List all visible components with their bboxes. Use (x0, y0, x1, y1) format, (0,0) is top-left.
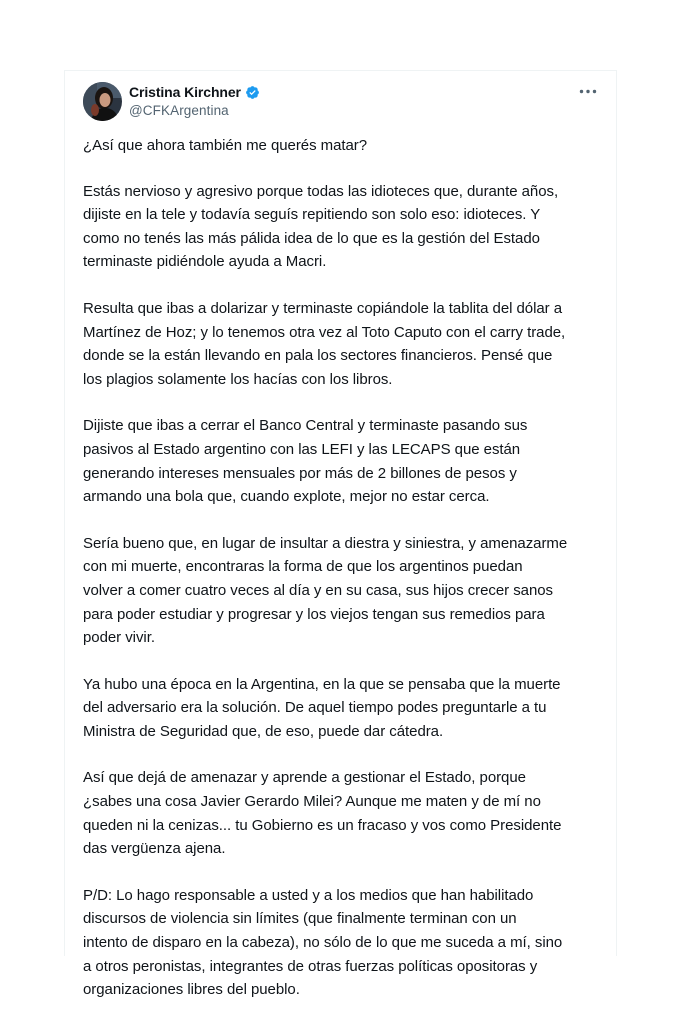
tweet-card (64, 70, 617, 999)
profile-photo-icon (83, 82, 122, 121)
avatar[interactable] (83, 82, 122, 121)
tweet-header (82, 76, 604, 126)
tweet-paragraph-5: Sería bueno que, en lugar de insultar a diestra y siniestra, y amenazarme con mi muerte, encontraras la forma de que los argentinos puedan volver a comer cuatro veces al día y en su casa, sus hijos crecer sanos para poder estudiar y progresar y los viejos tengan sus remedios para poder vivir. (83, 534, 568, 647)
author-display-name[interactable]: Cristina Kirchner (129, 84, 241, 100)
tweet-text (83, 134, 603, 1025)
tweet-paragraph-4: Dijiste que ibas a cerrar el Banco Central y terminaste pasando sus pasivos al Estado argentino con las LEFI y las LECAPS que están generando intereses mensuales por más de 2 billones de pesos y armando una bola que, cuando explote, mejor no estar cerca. (83, 417, 528, 506)
verified-badge-icon (245, 85, 260, 100)
more-dots-icon (579, 89, 597, 94)
author-names (129, 83, 260, 118)
more-options-button[interactable] (577, 84, 599, 98)
tweet-paragraph-2: Estás nervioso y agresivo porque todas las idioteces que, durante años, dijiste en la tele y todavía seguís repitiendo son solo eso: idioteces. Y como no tenés las más pálida idea de lo que es la gestión del Estado terminaste pidiéndole ayuda a Macri. (83, 182, 559, 271)
tweet-paragraph-8: P/D: Lo hago responsable a usted y a los medios que han habilitado discursos de violencia sin límites (que finalmente terminan con un intento de disparo en la cabeza), no sólo de lo que me suceda a mí, sino a otros peronistas, integrantes de otras fuerzas políticas opositoras y organizaciones libres del pueblo. (83, 886, 563, 999)
author-handle[interactable]: @CFKArgentina (129, 103, 229, 118)
tweet-paragraph-7: Así que dejá de amenazar y aprende a gestionar el Estado, porque ¿sabes una cosa Javier Gerardo Milei? Aunque me maten y de mí no queden ni la cenizas... tu Gobierno es un fracaso y vos como Presidente das vergüenza ajena. (83, 769, 562, 858)
tweet-paragraph-3: Resulta que ibas a dolarizar y terminaste copiándole la tablita del dólar a Martínez de Hoz; y lo tenemos otra vez al Toto Caputo con el carry trade, donde se la están llevando en pala los sectores financieros. Pensé que los plagios solamente los hacías con los libros. (83, 299, 566, 388)
tweet-paragraph-6: Ya hubo una época en la Argentina, en la que se pensaba que la muerte del adversario era la solución. De aquel tiempo podes preguntarle a tu Ministra de Seguridad que, de eso, puede dar cátedra. (83, 675, 561, 740)
tweet-paragraph-1: ¿Así que ahora también me querés matar? (83, 137, 368, 154)
